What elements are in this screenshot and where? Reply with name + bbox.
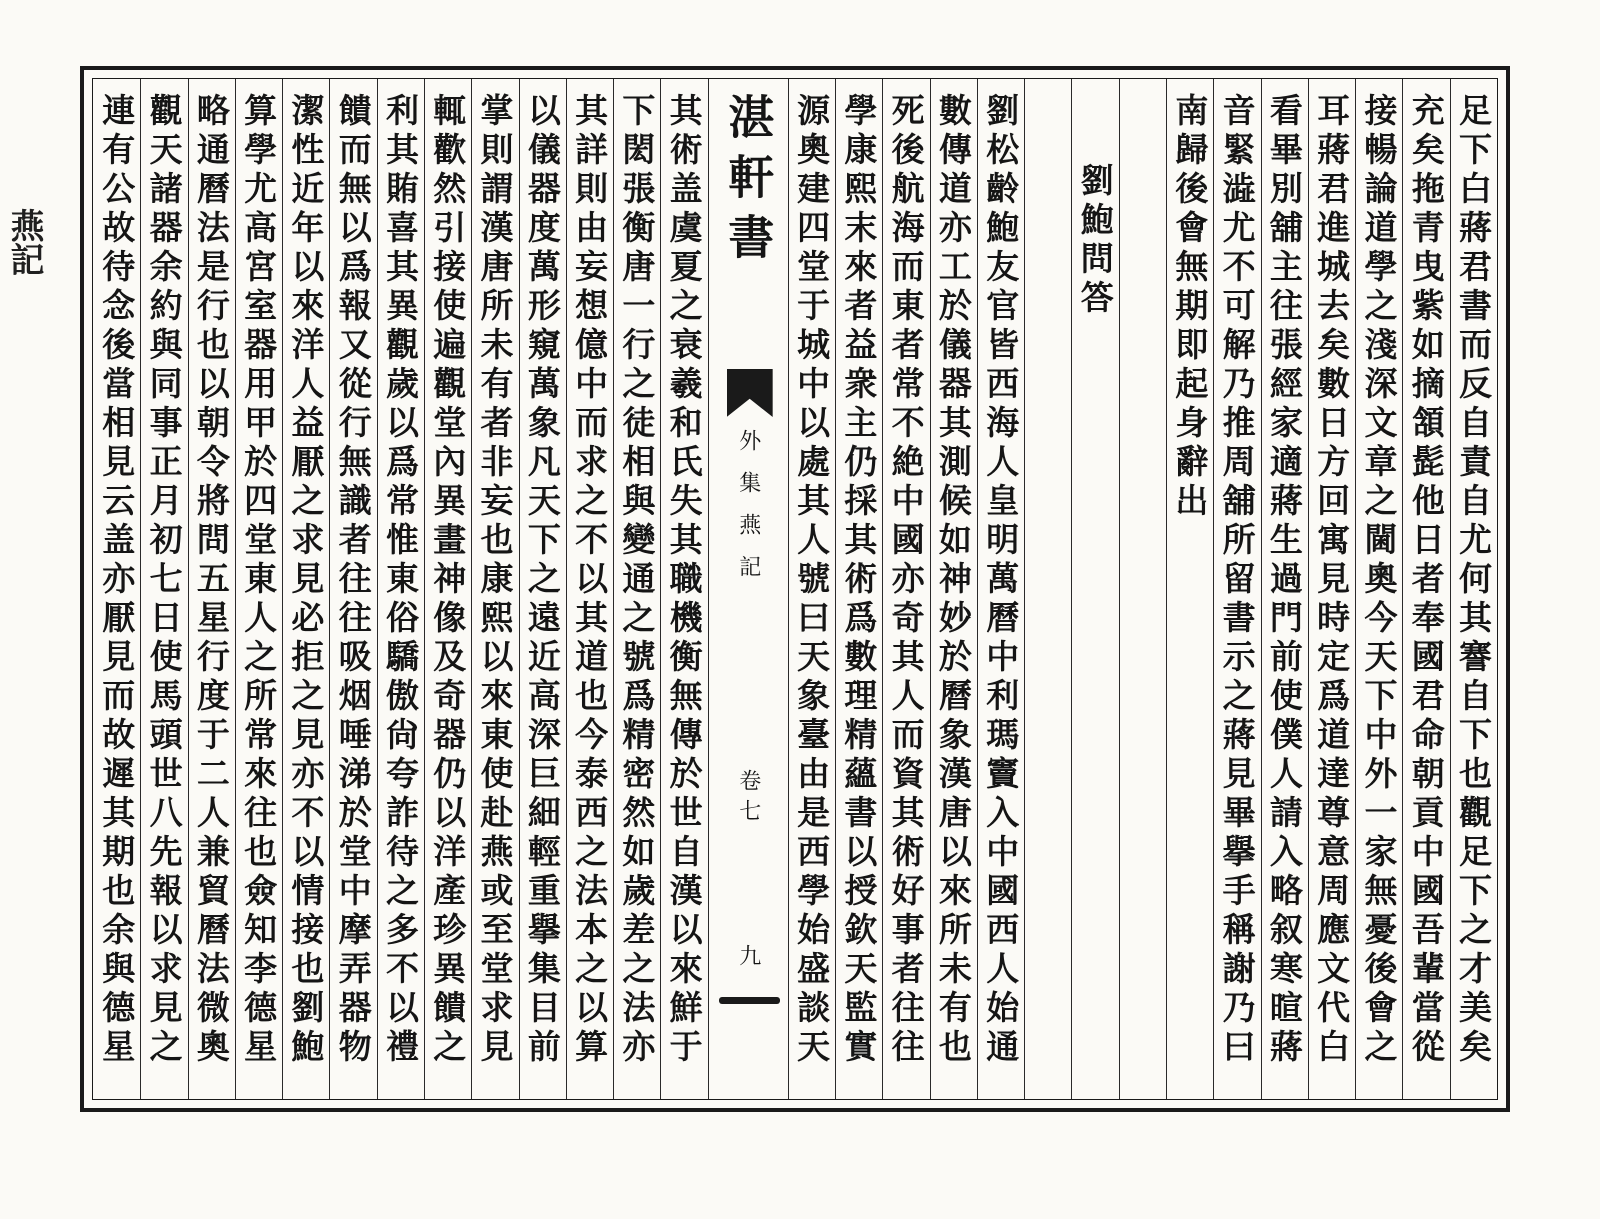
left-column-8: 饋而無以爲報又從行無識者往往吸烟唾涕於堂中摩弄器物 bbox=[329, 79, 376, 1099]
collection-title: 外集燕記 bbox=[735, 429, 761, 597]
left-column-9: 潔性近年以來洋人益厭之求見必拒之見亦不以情接也劉鮑 bbox=[282, 79, 329, 1099]
left-column-2: 下閎張衡唐一行之徒相與變通之號爲精密然如歲差之法亦 bbox=[613, 79, 660, 1099]
right-column-10-blank bbox=[1024, 79, 1071, 1099]
left-column-10: 算學尤高宮室器用甲於四堂東人之所常來往也僉知李德星 bbox=[235, 79, 282, 1099]
book-title: 湛軒書 bbox=[721, 93, 776, 273]
right-column-11: 劉松齡鮑友官皆西海人皇明萬曆中利瑪竇入中國西人始通 bbox=[977, 79, 1024, 1099]
left-column-12: 觀天諸器余約與同事正月初七日使馬頭世八先報以求見之 bbox=[140, 79, 187, 1099]
left-column-5: 掌則謂漢唐所未有者非妄也康熙以來東使赴燕或至堂求見 bbox=[471, 79, 518, 1099]
left-column-11: 略通曆法是行也以朝令將問五星行度于二人兼貿曆法微奧 bbox=[188, 79, 235, 1099]
left-column-3: 其詳則由妄想億中而求之不以其道也今泰西之法本之以算 bbox=[566, 79, 613, 1099]
text-block bbox=[92, 78, 1498, 1100]
right-column-3: 接暢論道學之淺深文章之閫奧今天下中外一家無憂後會之 bbox=[1355, 79, 1402, 1099]
page-frame bbox=[80, 66, 1510, 1112]
right-column-12: 數傳道亦工於儀器其測候如神妙於曆象漢唐以來所未有也 bbox=[930, 79, 977, 1099]
left-column-6: 輒歡然引接使遍觀堂內異畫神像及奇器仍以洋產珍異饋之 bbox=[424, 79, 471, 1099]
volume-label: 卷七 bbox=[735, 769, 761, 829]
right-column-6: 音緊澁尤不可解乃推周舖所留書示之蔣見畢擧手稱謝乃曰 bbox=[1213, 79, 1260, 1099]
left-column-7: 利其賄喜其異觀歲以爲常惟東俗驕傲尙夸詐待之多不以禮 bbox=[377, 79, 424, 1099]
right-column-5: 看畢別舖主往張經家適蔣生過門前使僕人請入略叙寒暄蔣 bbox=[1261, 79, 1308, 1099]
page-number: 九 bbox=[735, 944, 761, 966]
right-column-2: 充矣拖青曳紫如摘頷髭他日者奉國君命朝貢中國吾輩當從 bbox=[1402, 79, 1449, 1099]
right-column-15: 源奧建四堂于城中以處其人號曰天象臺由是西學始盛談天 bbox=[788, 79, 835, 1099]
left-column-13: 連有公故待念後當相見云盖亦厭見而故遲其期也余與德星 bbox=[97, 93, 137, 1068]
center-bottom-rule bbox=[719, 997, 780, 1004]
section-heading: 劉鮑問答 bbox=[1071, 79, 1118, 1099]
right-column-13: 死後航海而東者常不絶中國亦奇其人而資其術好事者往往 bbox=[882, 79, 929, 1099]
fishtail-mark-icon bbox=[727, 369, 773, 417]
center-fold-column bbox=[708, 79, 788, 1099]
left-column-4: 以儀器度萬形窺萬象凡天下之遠近高深巨細輕重擧集目前 bbox=[519, 79, 566, 1099]
right-column-8-blank bbox=[1119, 79, 1166, 1099]
running-side-label: 燕記 bbox=[4, 208, 44, 276]
right-column-4: 耳蔣君進城去矣數日方回寓見時定爲道達尊意周應文代白 bbox=[1308, 79, 1355, 1099]
right-column-14: 學康熙末來者益衆主仍採其術爲數理精蘊書以授欽天監實 bbox=[835, 79, 882, 1099]
right-column-1: 足下白蔣君書而反自責自尤何其謇自下也觀足下之才美矣 bbox=[1450, 79, 1497, 1099]
right-column-7: 南歸後會無期即起身辭出 bbox=[1166, 79, 1213, 1099]
left-column-1: 其術盖虞夏之衰羲和氏失其職機衡無傳於世自漢以來鮮于 bbox=[660, 79, 707, 1099]
